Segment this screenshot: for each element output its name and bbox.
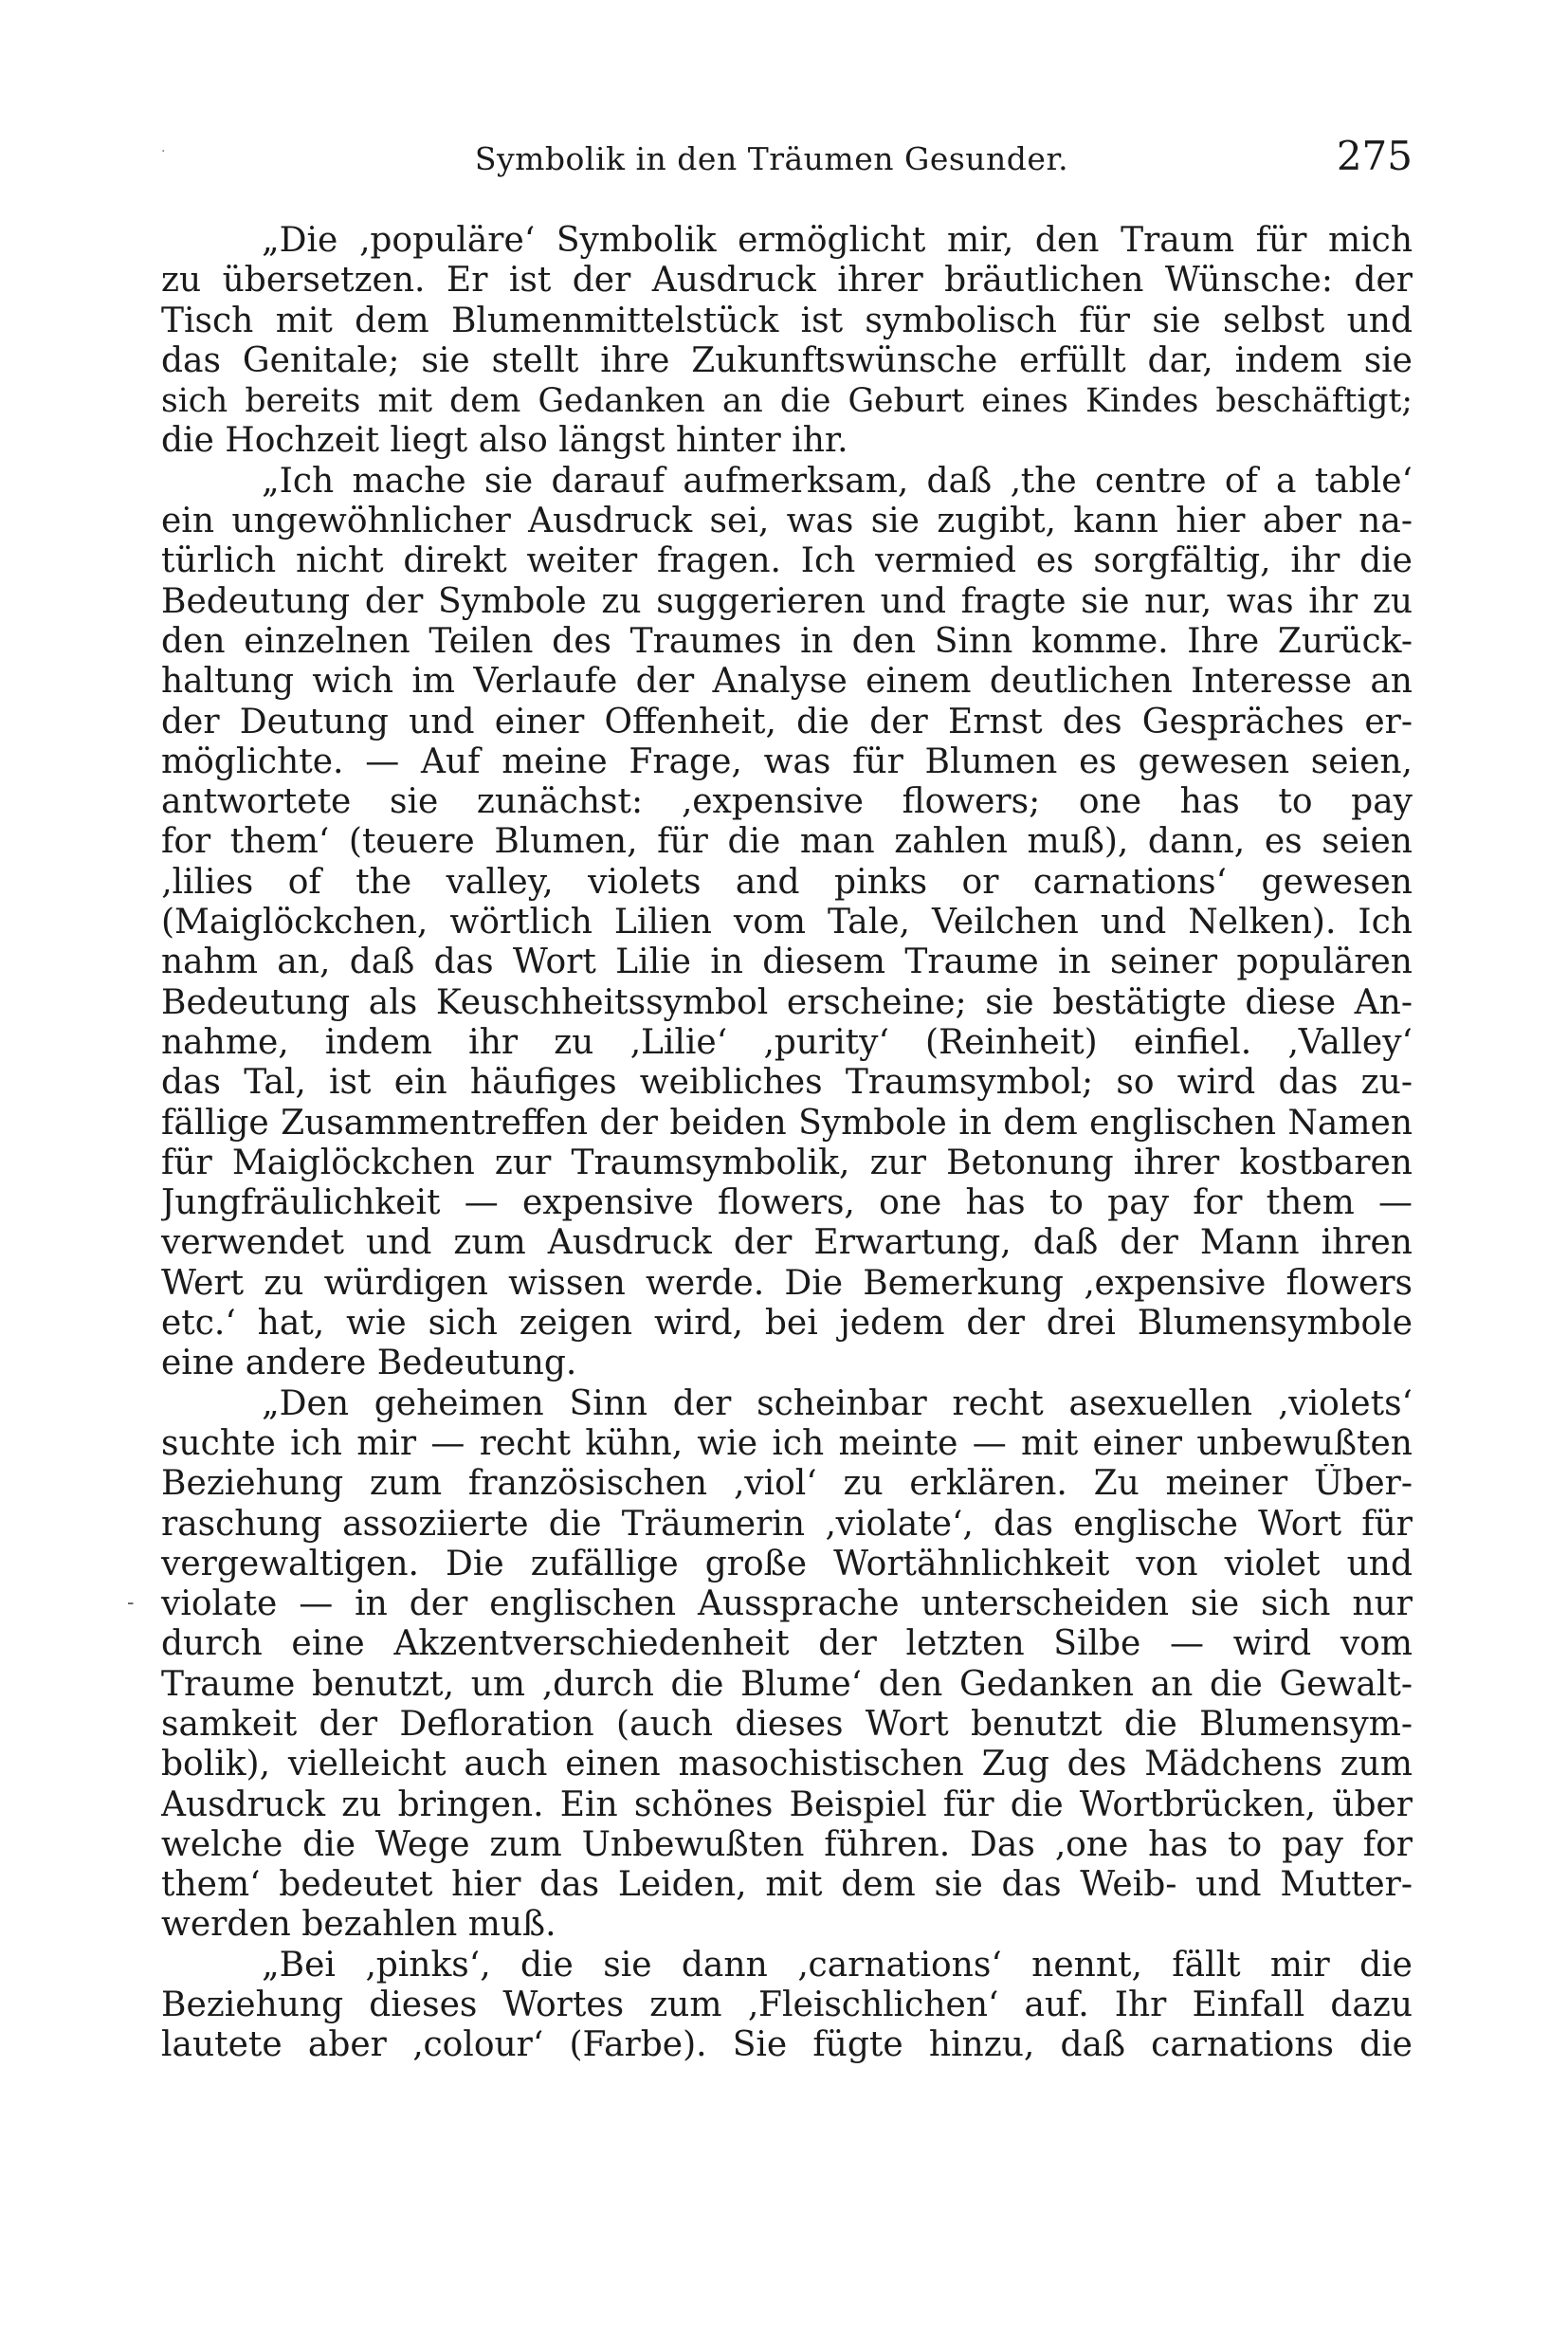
text-line: „Bei ‚pinks‘, die sie dann ‚carnations‘ nennt, fällt mir die <box>262 1945 1413 1985</box>
text-line: möglichte. — Auf meine Frage, was für Blumen es gewesen seien, <box>161 741 1413 781</box>
text-line: haltung wich im Verlaufe der Analyse einem deutlichen Interesse an <box>161 662 1413 702</box>
text-line: „Ich mache sie darauf aufmerksam, daß ‚the centre of a table‘ <box>262 461 1413 501</box>
text-line: welche die Wege zum Unbewußten führen. Das ‚one has to pay for <box>161 1824 1413 1864</box>
text-line: samkeit der Defloration (auch dieses Wort benutzt die Blumensym- <box>161 1704 1413 1744</box>
text-line: „Den geheimen Sinn der scheinbar recht asexuellen ‚violets‘ <box>262 1383 1413 1423</box>
text-line: Jungfräulichkeit — expensive flowers, one has to pay for them — <box>161 1183 1413 1223</box>
text-line: raschung assoziierte die Träumerin ‚violate‘, das englische Wort für <box>161 1504 1413 1544</box>
margin-mark: - <box>127 1591 135 1615</box>
text-line: (Maiglöckchen, wörtlich Lilien vom Tale, Veilchen und Nelken). Ich <box>161 903 1413 942</box>
text-line: nahm an, daß das Wort Lilie in diesem Traume in seiner populären <box>161 942 1413 982</box>
text-line: Bedeutung der Symbole zu suggerieren und fragte sie nur, was ihr zu <box>161 581 1413 621</box>
text-line: Bedeutung als Keuschheitssymbol erscheine; sie bestätigte diese An- <box>161 982 1413 1022</box>
text-line: ‚lilies of the valley, violets and pinks or carnations‘ gewesen <box>161 862 1413 902</box>
text-line: Traume benutzt, um ‚durch die Blume‘ den Gedanken an die Gewalt- <box>161 1664 1413 1704</box>
text-line: Tisch mit dem Blumenmittelstück ist symbolisch für sie selbst und <box>161 301 1413 340</box>
text-line: verwendet und zum Ausdruck der Erwartung, daß der Mann ihren <box>161 1223 1413 1263</box>
text-line: das Genitale; sie stellt ihre Zukunftswünsche erfüllt dar, indem sie <box>161 340 1413 380</box>
running-head <box>161 133 1413 190</box>
page-number: 275 <box>1336 133 1413 179</box>
text-line: durch eine Akzentverschiedenheit der letzten Silbe — wird vom <box>161 1624 1413 1664</box>
text-line: Wert zu würdigen wissen werde. Die Bemerkung ‚expensive flowers <box>161 1263 1413 1303</box>
text-line: bolik), vielleicht auch einen masochistischen Zug des Mädchens zum <box>161 1745 1413 1784</box>
body-text <box>161 221 1413 2066</box>
text-line: der Deutung und einer Offenheit, die der Ernst des Gespräches er- <box>161 702 1413 741</box>
text-line: Beziehung zum französischen ‚viol‘ zu erklären. Zu meiner Über- <box>161 1464 1413 1504</box>
text-line: vergewaltigen. Die zufällige große Wortähnlichkeit von violet und <box>161 1544 1413 1583</box>
text-line: Beziehung dieses Wortes zum ‚Fleischlichen‘ auf. Ihr Einfall dazu <box>161 1985 1413 2025</box>
text-line: das Tal, ist ein häufiges weibliches Traumsymbol; so wird das zu- <box>161 1063 1413 1103</box>
text-line: zu übersetzen. Er ist der Ausdruck ihrer bräutlichen Wünsche: der <box>161 261 1413 301</box>
text-line: für Maiglöckchen zur Traumsymbolik, zur Betonung ihrer kostbaren <box>161 1143 1413 1182</box>
text-line: fällige Zusammentreffen der beiden Symbole in dem englischen Namen <box>161 1103 1413 1143</box>
margin-dot: · <box>161 144 166 159</box>
text-line: ein ungewöhnlicher Ausdruck sei, was sie zugibt, kann hier aber na- <box>161 502 1413 541</box>
text-line: die Hochzeit liegt also längst hinter ihr. <box>161 421 848 461</box>
text-line: nahme, indem ihr zu ‚Lilie‘ ‚purity‘ (Reinheit) einfiel. ‚Valley‘ <box>161 1022 1413 1062</box>
text-line: Ausdruck zu bringen. Ein schönes Beispiel für die Wortbrücken, über <box>161 1784 1413 1824</box>
text-line: violate — in der englischen Aussprache unterscheiden sie sich nur <box>161 1584 1413 1624</box>
text-line: eine andere Bedeutung. <box>161 1344 577 1383</box>
text-line: türlich nicht direkt weiter fragen. Ich vermied es sorgfältig, ihr die <box>161 541 1413 581</box>
running-title: Symbolik in den Träumen Gesunder. <box>474 140 1069 177</box>
text-line: lautete aber ‚colour‘ (Farbe). Sie fügte hinzu, daß carnations die <box>161 2025 1413 2065</box>
text-line: sich bereits mit dem Gedanken an die Geburt eines Kindes beschäftigt; <box>161 382 1413 421</box>
text-line: for them‘ (teuere Blumen, für die man zahlen muß), dann, es seien <box>161 822 1413 862</box>
text-line: suchte ich mir — recht kühn, wie ich meinte — mit einer unbewußten <box>161 1423 1413 1463</box>
text-line: werden bezahlen muß. <box>161 1905 556 1945</box>
text-line: antwortete sie zunächst: ‚expensive flowers; one has to pay <box>161 782 1413 822</box>
text-line: them‘ bedeutet hier das Leiden, mit dem sie das Weib- und Mutter- <box>161 1865 1413 1905</box>
text-line: den einzelnen Teilen des Traumes in den Sinn komme. Ihre Zurück- <box>161 621 1413 661</box>
text-line: „Die ‚populäre‘ Symbolik ermöglicht mir, den Traum für mich <box>262 221 1413 260</box>
text-line: etc.‘ hat, wie sich zeigen wird, bei jedem der drei Blumensymbole <box>161 1304 1413 1344</box>
